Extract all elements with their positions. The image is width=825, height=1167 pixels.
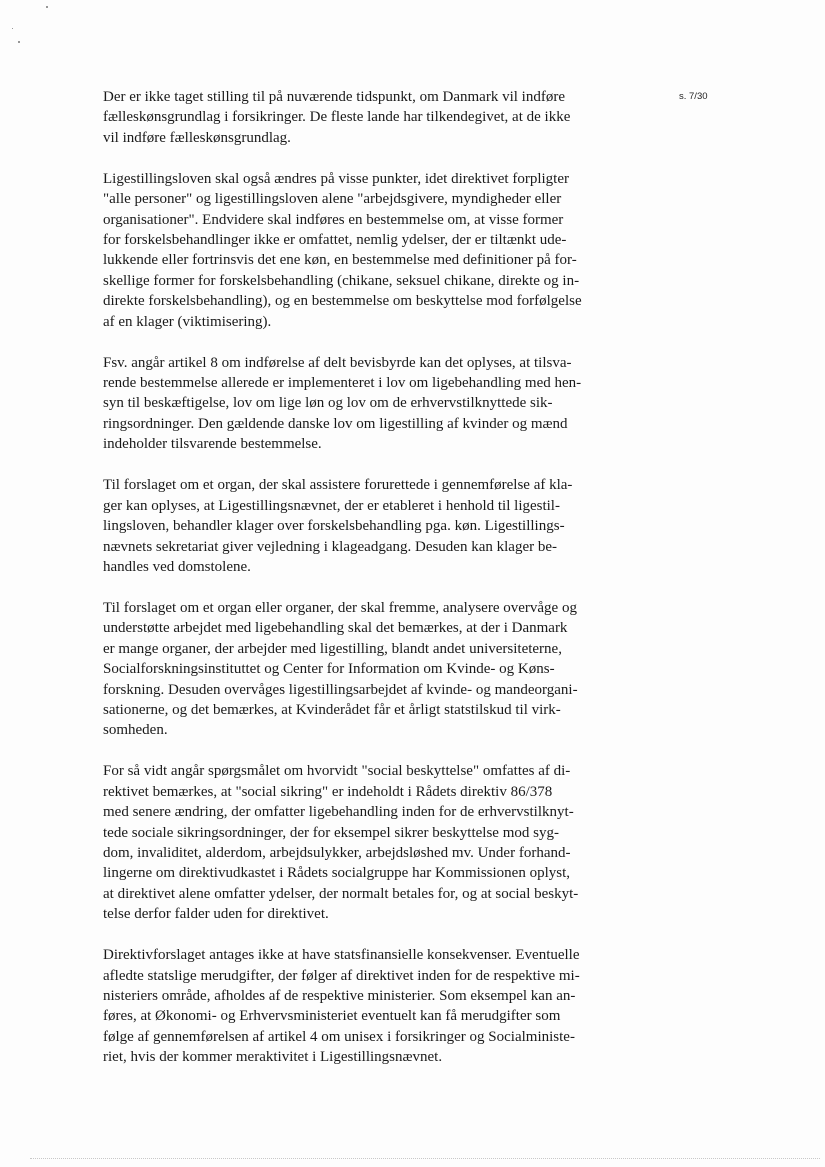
paragraph [103, 598, 633, 741]
text-line: understøtte arbejdet med ligebehandling skal det bemærkes, at der i Danmark [103, 620, 568, 637]
text-line: tede sociale sikringsordninger, der for eksempel sikrer beskyttelse mod syg- [103, 824, 559, 841]
text-line: føres, at Økonomi- og Erhvervsministeriet eventuelt kan få merudgifter som [103, 1008, 561, 1025]
paragraph [103, 945, 633, 1067]
text-line: Socialforskningsinstituttet og Center for Information om Kvinde- og Køns- [103, 661, 555, 678]
text-line: afledte statslige merudgifter, der følger af direktivet inden for de respektive mi- [103, 967, 580, 984]
text-line: lukkende eller fortrinsvis det ene køn, en bestemmelse med definitioner på for- [103, 252, 577, 269]
text-line: lingerne om direktivudkastet i Rådets socialgruppe har Kommissionen oplyst, [103, 865, 570, 882]
text-line: organisationer". Endvidere skal indføres en bestemmelse om, at visse former [103, 211, 564, 228]
scan-edge-rule [30, 1158, 820, 1159]
paragraph [103, 761, 633, 924]
text-line: telse derfor falder uden for direktivet. [103, 906, 329, 923]
text-line: Direktivforslaget antages ikke at have statsfinansielle konsekvenser. Eventuelle [103, 947, 580, 964]
text-line: rektivet bemærkes, at "social sikring" er indeholdt i Rådets direktiv 86/378 [103, 783, 553, 800]
text-line: direkte forskelsbehandling), og en bestemmelse om beskyttelse mod forfølgelse [103, 293, 582, 310]
text-line: syn til beskæftigelse, lov om lige løn og lov om de erhvervstilknyttede sik- [103, 395, 553, 412]
paragraph [103, 87, 633, 148]
scan-speck [46, 6, 48, 8]
text-line: nævnets sekretariat giver vejledning i klageadgang. Desuden kan klager be- [103, 538, 558, 555]
scan-speck [18, 41, 20, 43]
text-line: skellige former for forskelsbehandling (chikane, seksuel chikane, direkte og in- [103, 272, 580, 289]
text-line: rende bestemmelse allerede er implementeret i lov om ligebehandling med hen- [103, 375, 582, 392]
text-line: Der er ikke taget stilling til på nuværende tidspunkt, om Danmark vil indføre [103, 89, 565, 105]
text-line: Til forslaget om et organ, der skal assistere forurettede i gennemførelse af kla- [103, 477, 573, 494]
text-line: Fsv. angår artikel 8 om indførelse af delt bevisbyrde kan det oplyses, at tilsva- [103, 354, 572, 371]
text-line: forskning. Desuden overvåges ligestillingsarbejdet af kvinde- og mandeorgani- [103, 681, 578, 698]
text-line: Ligestillingsloven skal også ændres på visse punkter, idet direktivet forpligter [103, 170, 569, 187]
text-line: indeholder tilsvarende bestemmelse. [103, 436, 322, 453]
text-line: riet, hvis der kommer meraktivitet i Ligestillingsnævnet. [103, 1049, 443, 1066]
text-line: fælleskønsgrundlag i forsikringer. De fleste lande har tilkendegivet, at de ikke [103, 109, 571, 126]
text-line: nisteriers område, afholdes af de respektive ministerier. Som eksempel kan an- [103, 988, 576, 1004]
text-line: af en klager (viktimisering). [103, 313, 272, 330]
text-line: somheden. [103, 722, 168, 739]
paragraph [103, 169, 633, 332]
paragraph [103, 353, 633, 455]
body-text [103, 87, 633, 1088]
text-line: Til forslaget om et organ eller organer, der skal fremme, analysere overvåge og [103, 599, 577, 616]
text-line: sationerne, og det bemærkes, at Kvinderådet får et årligt statstilskud til virk- [103, 701, 561, 718]
page-number: s. 7/30 [679, 91, 708, 102]
paragraph [103, 475, 633, 577]
scan-speck [12, 28, 13, 29]
text-line: ringsordninger. Den gældende danske lov om ligestilling af kvinder og mænd [103, 415, 568, 432]
text-line: dom, invaliditet, alderdom, arbejdsulykker, arbejdsløshed mv. Under forhand- [103, 844, 571, 861]
text-line: at direktivet alene omfatter ydelser, der normalt betales for, og at social beskyt- [103, 885, 579, 902]
text-line: For så vidt angår spørgsmålet om hvorvidt "social beskyttelse" omfattes af di- [103, 763, 571, 780]
text-line: følge af gennemførelsen af artikel 4 om unisex i forsikringer og Socialministe- [103, 1028, 575, 1045]
text-line: handles ved domstolene. [103, 558, 251, 575]
text-line: er mange organer, der arbejder med ligestilling, blandt andet universiteterne, [103, 640, 562, 657]
text-line: for forskelsbehandlinger ikke er omfattet, nemlig ydelser, der er tiltænkt ude- [103, 232, 567, 249]
text-line: ger kan oplyses, at Ligestillingsnævnet, der er etableret i henhold til ligestil- [103, 497, 560, 514]
text-line: vil indføre fælleskønsgrundlag. [103, 129, 291, 146]
text-line: lingsloven, behandler klager over forskelsbehandling pga. køn. Ligestillings- [103, 518, 565, 535]
text-line: med senere ændring, der omfatter ligebehandling inden for de erhvervstilknyt- [103, 804, 574, 821]
text-line: "alle personer" og ligestillingsloven alene "arbejdsgivere, myndigheder eller [103, 191, 562, 208]
